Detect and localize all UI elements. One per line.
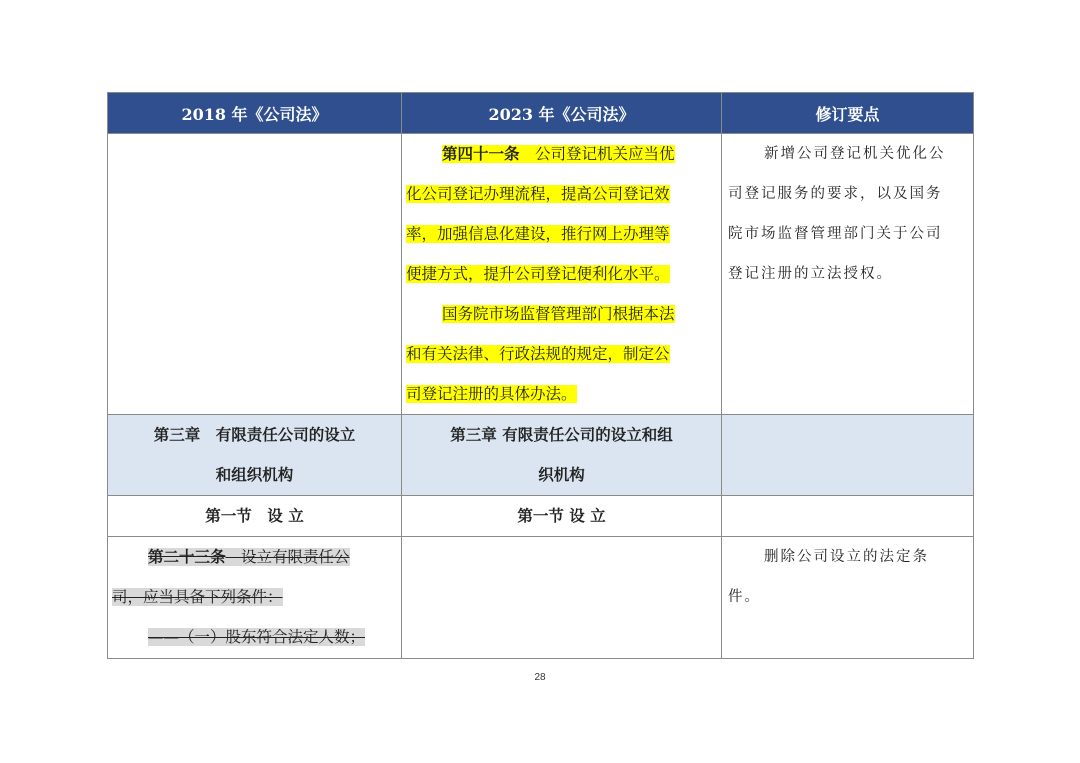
row4-col-2023 xyxy=(402,537,722,659)
article-23-row xyxy=(108,537,974,659)
article-41-text xyxy=(402,134,721,414)
article-23-text xyxy=(108,537,401,657)
chapter-2018 xyxy=(108,415,402,496)
note1-line2: 司登记服务的要求，以及国务 xyxy=(728,186,943,202)
note1-line1: 新增公司登记机关优化公 xyxy=(764,146,946,162)
note1-line3: 院市场监督管理部门关于公司 xyxy=(728,226,943,242)
row1-col-notes xyxy=(722,134,974,415)
chapter-2023-line2: 织机构 xyxy=(538,465,585,484)
article-41-line4: 便捷方式，提升公司登记便利化水平。 xyxy=(406,265,670,283)
article-41-para2-line3: 司登记注册的具体办法。 xyxy=(406,385,577,403)
row1-col-2023 xyxy=(402,134,722,415)
header-2023: 2023 年《公司法》 xyxy=(402,93,722,134)
article-23-line3: ——（一）股东符合法定人数； xyxy=(148,628,366,646)
article-23-line2: 司，应当具备下列条件： xyxy=(112,588,283,606)
chapter-2023 xyxy=(402,415,722,496)
revision-note-2 xyxy=(722,537,973,617)
article-41-line2: 化公司登记办理流程，提高公司登记效 xyxy=(406,185,670,203)
article-23-number: 第二十三条 xyxy=(148,547,226,566)
chapter-notes xyxy=(722,415,974,496)
header-2018: 2018 年《公司法》 xyxy=(108,93,402,134)
chapter-2018-line2: 和组织机构 xyxy=(215,465,294,484)
section-2023-text: 第一节 设 立 xyxy=(517,506,606,525)
note2-line1: 删除公司设立的法定条 xyxy=(764,549,929,565)
note1-line4: 登记注册的立法授权。 xyxy=(728,266,893,282)
section-2018 xyxy=(108,496,402,537)
row4-col-notes xyxy=(722,537,974,659)
section-notes xyxy=(722,496,974,537)
page-number: 28 xyxy=(534,672,546,683)
article-23-line1: 设立有限责任公 xyxy=(225,548,350,566)
note2-line2: 件。 xyxy=(728,589,761,605)
chapter-2018-line1: 第三章 有限责任公司的设立 xyxy=(153,425,356,444)
row1-col-2018 xyxy=(108,134,402,415)
chapter-row xyxy=(108,415,974,496)
article-41-para2-line2: 和有关法律、行政法规的规定，制定公 xyxy=(406,345,670,363)
article-41-para2-line1: 国务院市场监督管理部门根据本法 xyxy=(442,305,675,323)
row4-col-2018 xyxy=(108,537,402,659)
header-revision-points: 修订要点 xyxy=(722,93,974,134)
comparison-table xyxy=(107,92,974,659)
revision-note-1 xyxy=(722,134,973,294)
section-2018-text: 第一节 设 立 xyxy=(205,506,304,525)
article-41-number: 第四十一条 xyxy=(442,144,520,163)
article-41-line3: 率，加强信息化建设，推行网上办理等 xyxy=(406,225,670,243)
article-41-line1: 公司登记机关应当优 xyxy=(535,145,675,163)
article-41-row xyxy=(108,134,974,415)
header-row xyxy=(108,93,974,134)
section-2023 xyxy=(402,496,722,537)
chapter-2023-line1: 第三章 有限责任公司的设立和组 xyxy=(450,425,673,444)
section-row xyxy=(108,496,974,537)
